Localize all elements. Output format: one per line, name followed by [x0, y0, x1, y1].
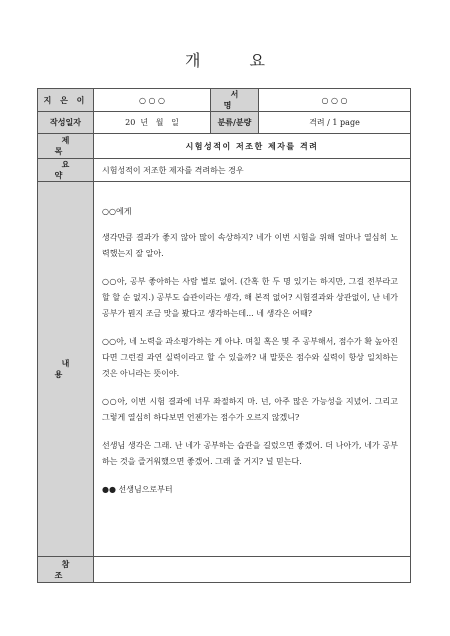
subject-value: 시험성적이 저조한 제자를 격려	[94, 134, 411, 159]
summary-row	[38, 159, 411, 182]
reference-row	[38, 557, 411, 583]
overview-form	[37, 88, 411, 583]
reference-label: 참 조	[38, 557, 94, 583]
subject-row	[38, 134, 411, 159]
author-label: 지 은 이	[38, 89, 94, 112]
content-row	[38, 182, 411, 557]
author-row	[38, 89, 411, 112]
reviewer-label: 서 명	[211, 89, 259, 112]
summary-value: 시험성적이 저조한 제자를 격려하는 경우	[94, 159, 411, 182]
letter-paragraph-1: 생각만큼 결과가 좋지 않아 많이 속상하지? 네가 이번 시험을 위해 얼마나 열심히 노력했는지 잘 알아.	[102, 233, 398, 258]
date-value: 20 년 월 일	[94, 112, 211, 134]
reference-value	[94, 557, 411, 583]
content-body	[94, 182, 411, 557]
date-row	[38, 112, 411, 134]
letter-signature: ●● 선생님으로부터	[102, 485, 173, 494]
letter-paragraph-3: ○○아, 네 노력을 과소평가하는 게 아냐. 며칠 혹은 몇 주 공부해서, 점수가 확 높아진다면 그런걸 과연 실력이라고 할 수 있을까? 내 말뜻은 점수와 실력이 항상 일치하는 것은 아니라는 뜻이야.	[102, 337, 398, 378]
summary-label: 요 약	[38, 159, 94, 182]
category-label: 분류/분량	[211, 112, 259, 134]
letter-paragraph-2: ○○아, 공부 좋아하는 사람 별로 없어. (간혹 한 두 명 있기는 하지만, 그걸 전부라고 할 할 순 없지.) 공부도 습관이라는 생각, 해 본적 없어? 시험결과와 상관없이, 난 네가 공부가 뭔지 조금 맛을 봤다고 생각하는데... 네 생각은 어때?	[102, 277, 398, 318]
document-title: 개 요	[185, 51, 287, 70]
letter-paragraph-5: 선생님 생각은 그래. 난 네가 공부하는 습관을 길렀으면 좋겠어. 더 나아가, 네가 공부하는 것을 즐거워했으면 좋겠어. 그래 줄 거지? 널 믿는다.	[102, 441, 398, 466]
subject-label: 제 목	[38, 134, 94, 159]
reviewer-value: ○ ○ ○	[259, 89, 411, 112]
letter-greeting: ○○에게	[102, 207, 132, 216]
date-label: 작성일자	[38, 112, 94, 134]
author-value: ○ ○ ○	[94, 89, 211, 112]
letter-paragraph-4: ○○아, 이번 시험 결과에 너무 좌절하지 마. 넌, 아주 많은 가능성을 지녔어. 그리고 그렇게 열심히 하다보면 언젠가는 점수가 오르지 않겠니?	[102, 397, 398, 422]
category-value: 격려 / 1 page	[259, 112, 411, 134]
content-label: 내 용	[38, 182, 94, 557]
